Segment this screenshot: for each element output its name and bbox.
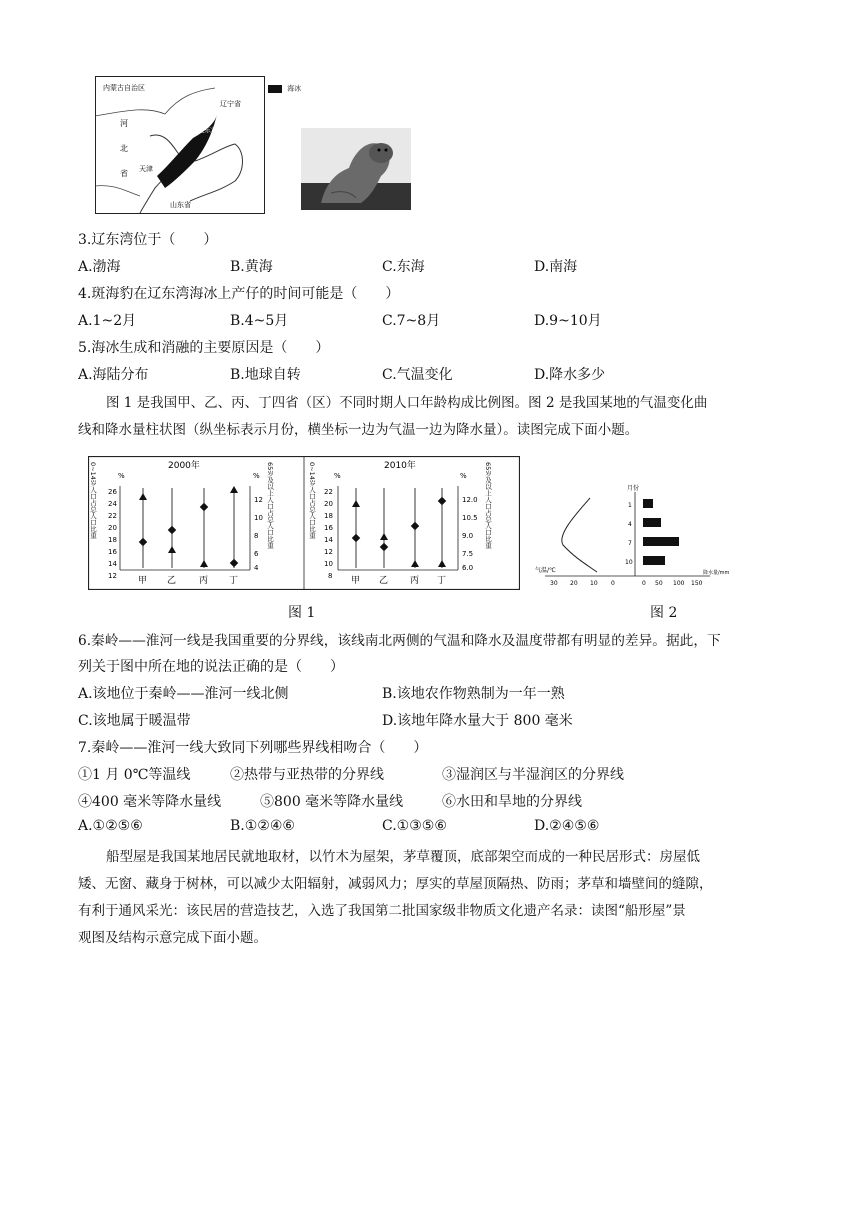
q4-option-a: A.1~2月 [78,313,137,329]
question-4-stem: 4.斑海豹在辽东湾海冰上产仔的时间可能是（ ） [78,286,400,302]
p2000-rt-2: 8 [254,532,259,540]
figure-1-population-chart [88,456,520,590]
p2000-rt-3: 6 [254,550,259,558]
q7-option-b: B.①②④⑥ [230,818,295,834]
map-label-hebei-3: 省 [120,169,128,178]
intro2-line1: 船型屋是我国某地居民就地取材，以竹木为屋架，茅草覆顶，底部架空而成的一种民居形式：房屋低 [106,849,700,865]
fig2-temp-tick-0: 0 [611,580,615,587]
q3-option-b: B.黄海 [230,259,273,275]
fig2-temp-tick-10: 10 [590,580,598,587]
fig2-temp-tick-20: 20 [570,580,578,587]
p2000-lt-7: 12 [108,572,117,580]
fig2-month-10: 10 [625,559,633,566]
panel-2000-right-unit: % [253,472,260,480]
q4-option-c: C.7~8月 [382,313,441,329]
fig2-precip-tick-50: 50 [655,580,663,587]
fig2-precip-tick-100: 100 [673,580,685,587]
panel-2000-right-axis-label: 65岁及以上人口占总人口比重 [266,462,274,549]
q4-option-b: B.4~5月 [230,313,289,329]
fig2-precip-bar-7 [643,537,679,546]
p2010-rt-4: 6.0 [462,564,474,572]
map-label-inner-mongolia: 内蒙古自治区 [103,84,145,92]
p2000-lt-5: 16 [108,548,117,556]
q3-option-d: D.南海 [534,259,578,275]
q7-option-a: A.①②⑤⑥ [78,818,143,834]
map-label-liaodong-bay: 辽东湾 [198,126,218,134]
map-legend [268,78,301,97]
p2010-lt-6: 10 [324,560,333,568]
p2000-lt-6: 14 [108,560,117,568]
q5-option-c: C.气温变化 [382,367,453,383]
map-label-liaoning: 辽宁省 [220,100,241,108]
p2010-prov-jia: 甲 [351,576,361,586]
figure-2-caption: 图 2 [650,605,678,621]
p2010-lt-5: 12 [324,548,333,556]
fig2-month-label: 月份 [627,485,640,492]
question-6-stem-2: 列关于图中所在地的说法正确的是（ ） [78,659,344,675]
question-6-stem-1: 6.秦岭——淮河一线是我国重要的分界线，该线南北两侧的气温和降水及温度带都有明显的差异。据此，下 [78,633,721,649]
p2010-prov-yi: 乙 [379,576,389,586]
q7-item-4: ④400 毫米等降水量线 [78,794,222,810]
panel-2010-right-unit: % [460,472,467,480]
fig2-precip-tick-150: 150 [691,580,703,587]
p2010-rt-0: 12.0 [462,496,478,504]
fig2-temp-label: 气温/℃ [535,567,556,574]
intro2-line4: 观图及结构示意完成下面小题。 [78,930,267,946]
p2010-prov-ding: 丁 [437,576,447,586]
p2000-lt-3: 20 [108,524,117,532]
q3-option-a: A.渤海 [78,259,121,275]
p2000-prov-jia: 甲 [138,576,148,586]
liaodong-bay-map [95,76,265,214]
q7-item-6: ⑥水田和旱地的分界线 [442,794,582,810]
fig2-precip-tick-0: 0 [642,580,646,587]
map-label-tianjin: 天津 [139,165,153,173]
p2000-rt-0: 12 [254,496,263,504]
panel-2010-left-axis-label: 0~14岁人口占总人口比重 [308,462,316,539]
intro1-line1: 图 1 是我国甲、乙、丙、丁四省（区）不同时期人口年龄构成比例图。图 2 是我国某地的气温变化曲 [106,395,708,411]
p2010-rt-3: 7.5 [462,550,474,558]
q7-item-5: ⑤800 毫米等降水量线 [260,794,404,810]
question-3-stem: 3.辽东湾位于（ ） [78,232,218,248]
fig2-temp-tick-30: 30 [550,580,558,587]
p2000-lt-2: 22 [108,512,117,520]
p2000-lt-4: 18 [108,536,117,544]
map-label-shandong: 山东省 [170,201,191,209]
p2000-rt-1: 10 [254,514,263,522]
q7-item-2: ②热带与亚热带的分界线 [230,767,384,783]
q6-option-b: B.该地农作物熟制为一年一熟 [382,686,565,702]
seal-photo [301,128,411,210]
q4-option-d: D.9~10月 [534,313,602,329]
question-7-stem: 7.秦岭——淮河一线大致同下列哪些界线相吻合（ ） [78,740,428,756]
sea-ice-legend-swatch [268,85,282,93]
p2010-lt-3: 16 [324,524,333,532]
fig2-precip-label: 降水量/mm [703,570,730,576]
map-label-hebei-2: 北 [120,144,128,153]
q5-option-a: A.海陆分布 [78,367,149,383]
fig2-month-1: 1 [628,502,632,509]
sea-ice-legend-label: 海冰 [287,84,302,93]
p2010-lt-4: 14 [324,536,333,544]
p2010-lt-0: 22 [324,488,333,496]
panel-2010-left-unit: % [334,472,341,480]
p2000-lt-0: 26 [108,488,117,496]
p2000-prov-yi: 乙 [167,576,177,586]
fig2-month-4: 4 [628,521,632,528]
p2010-lt-1: 20 [324,500,333,508]
p2010-lt-2: 18 [324,512,333,520]
fig2-precip-bar-4 [643,518,661,527]
figure-2-climate-chart [535,480,750,592]
q7-item-3: ③湿润区与半湿润区的分界线 [442,767,624,783]
fig2-precip-bar-1 [643,499,653,508]
panel-2010-year: 2010年 [384,461,416,471]
panel-2000-left-axis-label [89,462,97,539]
q3-option-c: C.东海 [382,259,425,275]
p2010-lt-7: 8 [328,572,333,580]
fig2-temperature-curve [562,498,597,572]
p2000-prov-ding: 丁 [229,576,239,586]
p2000-rt-4: 4 [254,564,259,572]
p2000-lt-1: 24 [108,500,117,508]
intro1-line2: 线和降水量柱状图（纵坐标表示月份，横坐标一边为气温一边为降水量）。读图完成下面小题。 [78,422,639,438]
q7-item-1: ①1 月 0℃等温线 [78,767,191,783]
intro2-line3: 有利于通风采光：该民居的营造技艺，入选了我国第二批国家级非物质文化遗产名录：读图“船形屋”景 [78,903,686,919]
panel-2010-right-axis-label: 65岁及以上人口占总人口比重 [484,462,492,549]
q5-option-d: D.降水多少 [534,367,606,383]
question-5-stem: 5.海冰生成和消融的主要原因是（ ） [78,340,330,356]
p2010-rt-2: 9.0 [462,532,474,540]
map-label-hebei-1: 河 [120,119,128,128]
q6-option-d: D.该地年降水量大于 800 毫米 [382,713,573,729]
figure-1-caption: 图 1 [288,605,316,621]
p2000-prov-bing: 丙 [199,576,209,586]
q7-option-d: D.②④⑤⑥ [534,818,600,834]
p2010-prov-bing: 丙 [410,576,420,586]
panel-2000-left-unit: % [118,472,125,480]
fig2-precip-bar-10 [643,556,665,565]
q5-option-b: B.地球自转 [230,367,301,383]
q6-option-c: C.该地属于暖温带 [78,713,191,729]
panel-2000-year: 2000年 [168,461,200,471]
fig2-month-7: 7 [628,540,632,547]
intro2-line2: 矮、无窗、藏身于树林，可以减少太阳辐射，减弱风力；厚实的草屋顶隔热、防雨；茅草和墙壁间的缝隙， [78,876,713,892]
panel-2000-left-axis-label-text: 0~14岁人口占总人口比重 [89,462,97,539]
p2010-rt-1: 10.5 [462,514,478,522]
q6-option-a: A.该地位于秦岭——淮河一线北侧 [78,686,289,702]
q7-option-c: C.①③⑤⑥ [382,818,447,834]
